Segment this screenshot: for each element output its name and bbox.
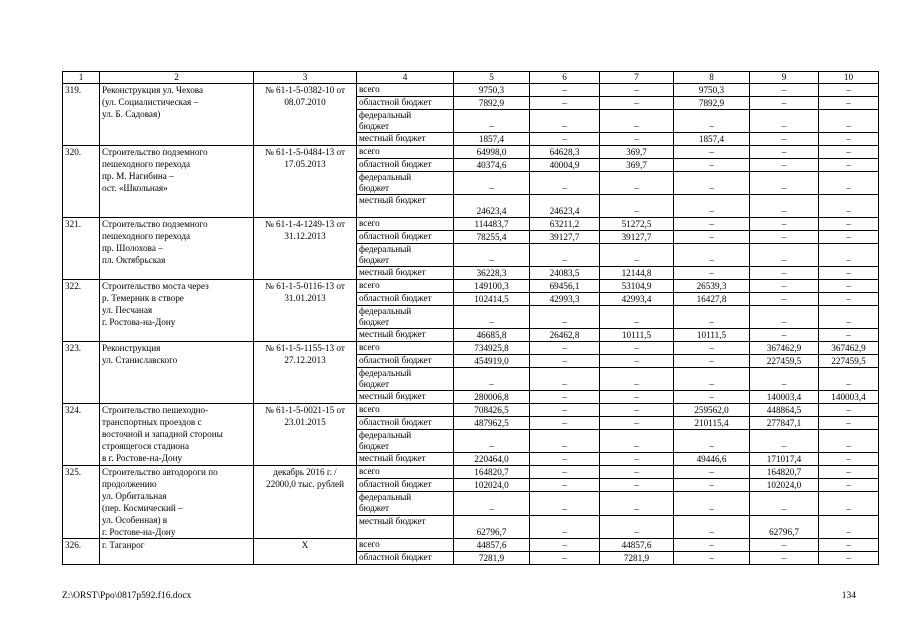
amount-cell: 40004,9 <box>530 159 600 172</box>
amount-cell: 487962,5 <box>454 417 530 430</box>
amount-cell: – <box>750 267 819 280</box>
amount-cell: – <box>750 159 819 172</box>
amount-cell: 7892,9 <box>454 97 530 110</box>
table-row <box>63 466 879 479</box>
amount-cell: 7281,9 <box>600 552 674 565</box>
amount-cell: – <box>600 306 674 329</box>
amount-cell: – <box>674 368 750 391</box>
amount-cell: – <box>819 110 879 133</box>
amount-cell: 24623,4 <box>530 195 600 218</box>
amount-cell: – <box>530 430 600 453</box>
amount-cell: – <box>674 146 750 159</box>
amount-cell: – <box>750 539 819 552</box>
funding-source: всего <box>357 342 454 355</box>
amount-cell: 44857,6 <box>600 539 674 552</box>
amount-cell: 24083,5 <box>530 267 600 280</box>
funding-source: областной бюджет <box>357 552 454 565</box>
amount-cell: 64628,3 <box>530 146 600 159</box>
amount-cell: – <box>530 391 600 404</box>
funding-source: федеральный бюджет <box>357 110 454 133</box>
funding-source: местный бюджет <box>357 133 454 146</box>
amount-cell: 454919,0 <box>454 355 530 368</box>
amount-cell: – <box>819 453 879 466</box>
document-reference: № 61-1-4-1249-13 от 31.12.2013 <box>254 218 357 280</box>
amount-cell: – <box>750 146 819 159</box>
amount-cell: – <box>600 133 674 146</box>
funding-source: областной бюджет <box>357 293 454 306</box>
amount-cell: – <box>750 110 819 133</box>
column-number-header: 2 <box>100 72 254 84</box>
object-name: Реконструкция ул. Станиславского <box>100 342 254 404</box>
amount-cell: – <box>530 355 600 368</box>
amount-cell: – <box>750 306 819 329</box>
item-number: 325. <box>63 466 100 539</box>
amount-cell: 51272,5 <box>600 218 674 231</box>
amount-cell: 1857,4 <box>454 133 530 146</box>
amount-cell: – <box>530 84 600 97</box>
amount-cell: 78255,4 <box>454 231 530 244</box>
amount-cell: 9750,3 <box>674 84 750 97</box>
amount-cell: 140003,4 <box>819 391 879 404</box>
amount-cell: – <box>674 218 750 231</box>
amount-cell: 64998,0 <box>454 146 530 159</box>
amount-cell: 102024,0 <box>454 479 530 492</box>
amount-cell: 10111,5 <box>674 329 750 342</box>
amount-cell: 1857,4 <box>674 133 750 146</box>
amount-cell: – <box>819 146 879 159</box>
funding-source: всего <box>357 280 454 293</box>
amount-cell: 367462,9 <box>819 342 879 355</box>
amount-cell: – <box>454 244 530 267</box>
column-number-header: 3 <box>254 72 357 84</box>
amount-cell: – <box>600 84 674 97</box>
amount-cell: – <box>819 172 879 195</box>
amount-cell: 53104,9 <box>600 280 674 293</box>
amount-cell: – <box>674 391 750 404</box>
amount-cell: – <box>600 97 674 110</box>
amount-cell: 102024,0 <box>750 479 819 492</box>
funding-source: всего <box>357 404 454 417</box>
amount-cell: 40374,6 <box>454 159 530 172</box>
amount-cell: 69456,1 <box>530 280 600 293</box>
amount-cell: 46685,8 <box>454 329 530 342</box>
amount-cell: – <box>819 133 879 146</box>
amount-cell: 734925,8 <box>454 342 530 355</box>
amount-cell: – <box>674 430 750 453</box>
item-number: 321. <box>63 218 100 280</box>
funding-source: областной бюджет <box>357 479 454 492</box>
funding-source: всего <box>357 466 454 479</box>
amount-cell: 49446,6 <box>674 453 750 466</box>
table-row <box>63 280 879 293</box>
amount-cell: 149100,3 <box>454 280 530 293</box>
amount-cell: 7892,9 <box>674 97 750 110</box>
table-row <box>63 539 879 552</box>
amount-cell: – <box>600 417 674 430</box>
column-number-header: 5 <box>454 72 530 84</box>
funding-source: областной бюджет <box>357 231 454 244</box>
funding-source: областной бюджет <box>357 159 454 172</box>
amount-cell: 114483,7 <box>454 218 530 231</box>
amount-cell: – <box>530 306 600 329</box>
amount-cell: – <box>750 552 819 565</box>
amount-cell: – <box>530 172 600 195</box>
amount-cell: 708426,5 <box>454 404 530 417</box>
item-number: 326. <box>63 539 100 565</box>
funding-source: местный бюджет <box>357 267 454 280</box>
funding-source: местный бюджет <box>357 195 454 218</box>
amount-cell: – <box>819 293 879 306</box>
amount-cell: – <box>454 368 530 391</box>
document-reference: № 61-1-5-0484-13 от 17.05.2013 <box>254 146 357 218</box>
object-name: Строительство пешеходно- транспортных проездов с восточной и западной стороны строящегося стадиона в г. Ростове-на-Дону <box>100 404 254 466</box>
amount-cell: – <box>819 417 879 430</box>
item-number: 320. <box>63 146 100 218</box>
funding-source: всего <box>357 84 454 97</box>
amount-cell: – <box>600 195 674 218</box>
funding-source: местный бюджет <box>357 453 454 466</box>
object-name: Строительство подземного пешеходного перехода пр. Шолохова – пл. Октябрьская <box>100 218 254 280</box>
amount-cell: – <box>454 430 530 453</box>
amount-cell: – <box>600 391 674 404</box>
amount-cell: 102414,5 <box>454 293 530 306</box>
amount-cell: – <box>600 342 674 355</box>
amount-cell: – <box>819 267 879 280</box>
amount-cell: – <box>454 110 530 133</box>
amount-cell: 39127,7 <box>530 231 600 244</box>
amount-cell: – <box>530 133 600 146</box>
funding-source: федеральный бюджет <box>357 492 454 515</box>
amount-cell: – <box>530 479 600 492</box>
amount-cell: – <box>530 404 600 417</box>
amount-cell: – <box>674 342 750 355</box>
footer-file-path: Z:\ORST\Ppo\0817p592.f16.docx <box>62 591 192 601</box>
amount-cell: – <box>600 368 674 391</box>
column-number-header: 8 <box>674 72 750 84</box>
amount-cell: – <box>819 479 879 492</box>
amount-cell: – <box>600 110 674 133</box>
amount-cell: 164820,7 <box>454 466 530 479</box>
amount-cell: – <box>819 515 879 538</box>
amount-cell: – <box>674 552 750 565</box>
amount-cell: – <box>530 539 600 552</box>
document-reference: № 61-1-5-1155-13 от 27.12.2013 <box>254 342 357 404</box>
amount-cell: – <box>600 244 674 267</box>
funding-source: федеральный бюджет <box>357 368 454 391</box>
amount-cell: – <box>819 430 879 453</box>
page-number: 134 <box>841 591 856 601</box>
item-number: 324. <box>63 404 100 466</box>
amount-cell: – <box>600 355 674 368</box>
amount-cell: 42993,3 <box>530 293 600 306</box>
amount-cell: – <box>674 195 750 218</box>
document-reference: № 61-1-5-0382-10 от 08.07.2010 <box>254 84 357 146</box>
table-row <box>63 218 879 231</box>
amount-cell: – <box>819 97 879 110</box>
table-row <box>63 342 879 355</box>
amount-cell: – <box>600 172 674 195</box>
amount-cell: – <box>750 84 819 97</box>
funding-source: всего <box>357 539 454 552</box>
item-number: 323. <box>63 342 100 404</box>
amount-cell: – <box>750 195 819 218</box>
amount-cell: 12144,8 <box>600 267 674 280</box>
amount-cell: – <box>674 172 750 195</box>
header-row <box>63 72 879 84</box>
amount-cell: – <box>600 453 674 466</box>
amount-cell: – <box>530 466 600 479</box>
amount-cell: – <box>819 244 879 267</box>
funding-source: областной бюджет <box>357 355 454 368</box>
amount-cell: 44857,6 <box>454 539 530 552</box>
amount-cell: 227459,5 <box>750 355 819 368</box>
object-name: г. Таганрог <box>100 539 254 565</box>
amount-cell: 10111,5 <box>600 329 674 342</box>
document-reference: № 61-1-5-0116-13 от 31.01.2013 <box>254 280 357 342</box>
amount-cell: – <box>819 280 879 293</box>
amount-cell: – <box>674 492 750 515</box>
amount-cell: 369,7 <box>600 159 674 172</box>
funding-source: федеральный бюджет <box>357 172 454 195</box>
item-number: 322. <box>63 280 100 342</box>
amount-cell: 39127,7 <box>600 231 674 244</box>
column-number-header: 6 <box>530 72 600 84</box>
amount-cell: – <box>819 368 879 391</box>
object-name: Реконструкция ул. Чехова (ул. Социалистическая – ул. Б. Садовая) <box>100 84 254 146</box>
amount-cell: – <box>819 218 879 231</box>
amount-cell: – <box>750 492 819 515</box>
amount-cell: 227459,5 <box>819 355 879 368</box>
amount-cell: 367462,9 <box>750 342 819 355</box>
amount-cell: 26462,8 <box>530 329 600 342</box>
amount-cell: – <box>750 172 819 195</box>
document-reference: декабрь 2016 г. / 22000,0 тыс. рублей <box>254 466 357 539</box>
amount-cell: – <box>530 368 600 391</box>
amount-cell: – <box>530 342 600 355</box>
amount-cell: – <box>530 492 600 515</box>
amount-cell: 210115,4 <box>674 417 750 430</box>
amount-cell: – <box>750 430 819 453</box>
amount-cell: – <box>819 329 879 342</box>
column-number-header: 4 <box>357 72 454 84</box>
amount-cell: 36228,3 <box>454 267 530 280</box>
column-number-header: 9 <box>750 72 819 84</box>
amount-cell: – <box>674 159 750 172</box>
amount-cell: – <box>819 159 879 172</box>
amount-cell: – <box>530 515 600 538</box>
amount-cell: – <box>674 515 750 538</box>
amount-cell: – <box>750 231 819 244</box>
amount-cell: – <box>750 97 819 110</box>
amount-cell: – <box>530 97 600 110</box>
amount-cell: – <box>819 195 879 218</box>
amount-cell: – <box>750 244 819 267</box>
amount-cell: – <box>819 466 879 479</box>
column-number-header: 7 <box>600 72 674 84</box>
amount-cell: – <box>674 231 750 244</box>
amount-cell: – <box>750 218 819 231</box>
amount-cell: 26539,3 <box>674 280 750 293</box>
amount-cell: 16427,8 <box>674 293 750 306</box>
amount-cell: – <box>600 466 674 479</box>
amount-cell: – <box>819 306 879 329</box>
amount-cell: 62796,7 <box>454 515 530 538</box>
funding-source: всего <box>357 146 454 159</box>
amount-cell: 24623,4 <box>454 195 530 218</box>
item-number: 319. <box>63 84 100 146</box>
amount-cell: – <box>750 133 819 146</box>
amount-cell: – <box>819 539 879 552</box>
amount-cell: – <box>600 430 674 453</box>
amount-cell: 63211,2 <box>530 218 600 231</box>
funding-source: федеральный бюджет <box>357 244 454 267</box>
table-row <box>63 404 879 417</box>
amount-cell: 164820,7 <box>750 466 819 479</box>
funding-source: местный бюджет <box>357 515 454 538</box>
amount-cell: 369,7 <box>600 146 674 159</box>
object-name: Строительство автодороги по продолжению ул. Орбитальная (пер. Космический – ул. Особенная) в г. Ростове-на-Дону <box>100 466 254 539</box>
amount-cell: – <box>819 492 879 515</box>
amount-cell: – <box>750 329 819 342</box>
column-number-header: 10 <box>819 72 879 84</box>
amount-cell: – <box>530 453 600 466</box>
document-reference: № 61-1-5-0021-15 от 23.01.2015 <box>254 404 357 466</box>
amount-cell: – <box>750 293 819 306</box>
amount-cell: – <box>530 552 600 565</box>
amount-cell: – <box>674 479 750 492</box>
amount-cell: – <box>600 479 674 492</box>
amount-cell: – <box>750 368 819 391</box>
amount-cell: – <box>819 231 879 244</box>
amount-cell: 277847,1 <box>750 417 819 430</box>
object-name: Строительство моста через р. Темерник в створе ул. Песчаная г. Ростова-на-Дону <box>100 280 254 342</box>
funding-source: местный бюджет <box>357 391 454 404</box>
table-row <box>63 146 879 159</box>
amount-cell: 448864,5 <box>750 404 819 417</box>
funding-source: федеральный бюджет <box>357 430 454 453</box>
budget-table <box>62 71 879 565</box>
amount-cell: – <box>674 306 750 329</box>
funding-source: всего <box>357 218 454 231</box>
amount-cell: 259562,0 <box>674 404 750 417</box>
amount-cell: – <box>674 466 750 479</box>
amount-cell: – <box>600 492 674 515</box>
amount-cell: – <box>819 84 879 97</box>
funding-source: областной бюджет <box>357 417 454 430</box>
object-name: Строительство подземного пешеходного перехода пр. М. Нагибина – ост. «Школьная» <box>100 146 254 218</box>
amount-cell: 220464,0 <box>454 453 530 466</box>
amount-cell: – <box>819 552 879 565</box>
amount-cell: – <box>674 539 750 552</box>
amount-cell: 171017,4 <box>750 453 819 466</box>
amount-cell: 62796,7 <box>750 515 819 538</box>
amount-cell: – <box>674 244 750 267</box>
amount-cell: – <box>454 492 530 515</box>
amount-cell: – <box>530 110 600 133</box>
amount-cell: 42993,4 <box>600 293 674 306</box>
document-reference: Х <box>254 539 357 565</box>
amount-cell: – <box>750 280 819 293</box>
table-row <box>63 84 879 97</box>
amount-cell: 7281,9 <box>454 552 530 565</box>
amount-cell: 140003,4 <box>750 391 819 404</box>
amount-cell: 9750,3 <box>454 84 530 97</box>
amount-cell: 280006,8 <box>454 391 530 404</box>
funding-source: местный бюджет <box>357 329 454 342</box>
amount-cell: – <box>454 306 530 329</box>
funding-source: федеральный бюджет <box>357 306 454 329</box>
column-number-header: 1 <box>63 72 100 84</box>
amount-cell: – <box>600 515 674 538</box>
amount-cell: – <box>674 267 750 280</box>
funding-source: областной бюджет <box>357 97 454 110</box>
amount-cell: – <box>819 404 879 417</box>
amount-cell: – <box>600 404 674 417</box>
amount-cell: – <box>674 355 750 368</box>
amount-cell: – <box>454 172 530 195</box>
amount-cell: – <box>530 244 600 267</box>
amount-cell: – <box>530 417 600 430</box>
amount-cell: – <box>674 110 750 133</box>
